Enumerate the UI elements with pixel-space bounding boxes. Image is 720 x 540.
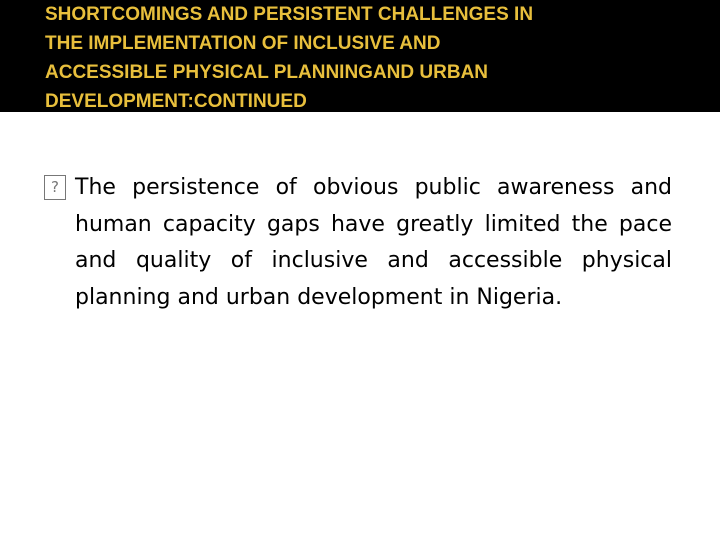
missing-glyph-icon xyxy=(44,175,66,200)
slide-title: SHORTCOMINGS AND PERSISTENT CHALLENGES IN THE IMPLEMENTATION OF INCLUSIVE AND ACCESSIBLE PHYSICAL PLANNINGAND URBAN DEVELOPMENT:CONTINUED xyxy=(45,4,534,112)
title-bar xyxy=(0,0,720,112)
bullet-text: The persistence of obvious public awareness and human capacity gaps have greatly limited the pace and quality of inclusive and accessible physical planning and urban development in Nigeria. xyxy=(75,175,672,310)
slide-body xyxy=(44,170,672,316)
bullet-item xyxy=(44,170,672,316)
